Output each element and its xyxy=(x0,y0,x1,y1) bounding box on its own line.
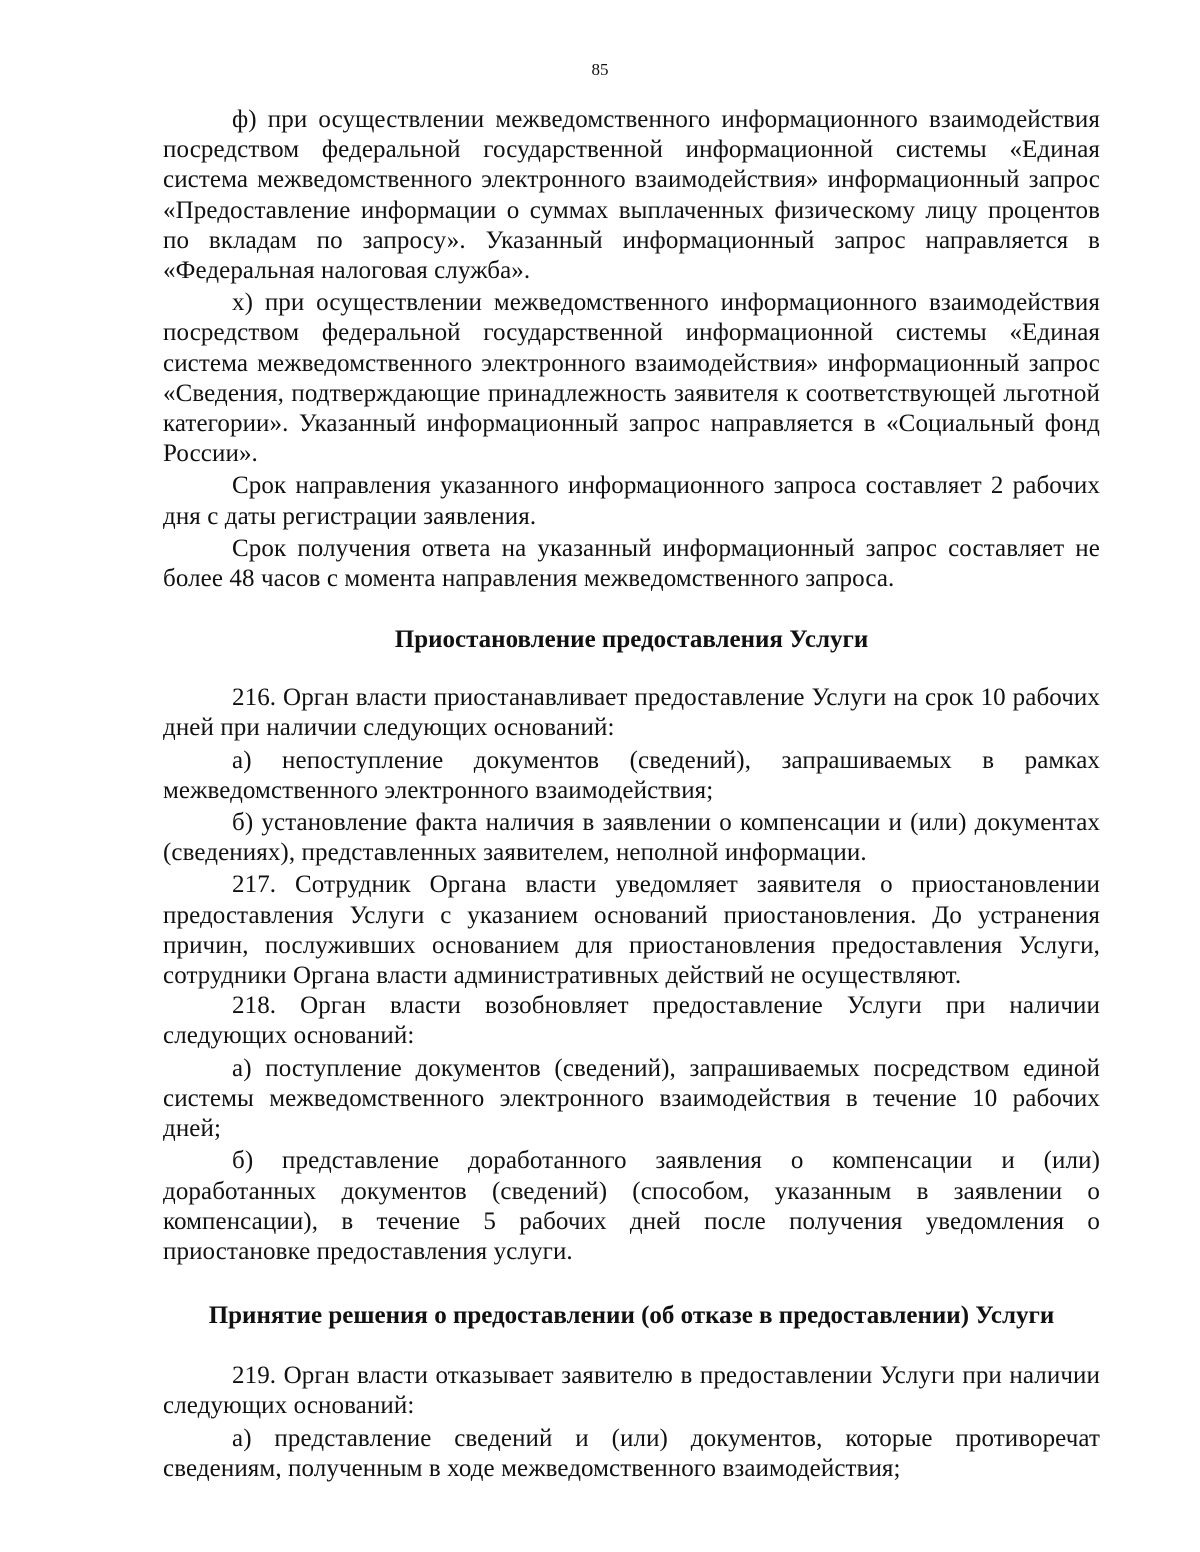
page-number: 85 xyxy=(591,60,609,79)
section-heading-decision: Принятие решения о предоставлении (об отказе в предоставлении) Услуги xyxy=(208,1302,1055,1330)
paragraph-216-a: а) непоступление документов (сведений), запрашиваемых в рамках межведомственного электронного взаимодействия; xyxy=(163,746,1100,804)
paragraph-219-a: а) представление сведений и (или) документов, которые противоречат сведениям, полученным в ходе межведомственного взаимодействия; xyxy=(163,1424,1100,1482)
paragraph-f: ф) при осуществлении межведомственного информационного взаимодействия посредством федеральной государственной информационной системы «Единая система межведомственного электронного взаимодействия» информационный запрос «Предоставление информации о суммах выплаченных физическому лицу процентов по вкладам по запросу». Указанный информационный запрос направляется в «Федеральная налоговая служба». xyxy=(163,106,1100,285)
section-heading-suspension: Приостановление предоставления Услуги xyxy=(394,626,869,654)
paragraph-response-deadline: Срок получения ответа на указанный информационный запрос составляет не более 48 часов с момента направления межведомственного запроса. xyxy=(163,534,1100,593)
paragraph-219: 219. Орган власти отказывает заявителю в предоставлении Услуги при наличии следующих оснований: xyxy=(163,1362,1100,1420)
paragraph-kh: х) при осуществлении межведомственного информационного взаимодействия посредством федеральной государственной информационной системы «Единая система межведомственного электронного взаимодействия» информационный запрос «Сведения, подтверждающие принадлежность заявителя к соответствующей льготной категории». Указанный информационный запрос направляется в «Социальный фонд России». xyxy=(163,289,1100,468)
paragraph-request-deadline: Срок направления указанного информационного запроса составляет 2 рабочих дня с даты регистрации заявления. xyxy=(163,472,1100,530)
paragraph-218-b: б) представление доработанного заявления о компенсации и (или) доработанных документов (сведений) (способом, указанным в заявлении о компенсации), в течение 5 рабочих дней после получения уведомления о приостановке предоставления услуги. xyxy=(163,1147,1100,1265)
paragraph-216: 216. Орган власти приостанавливает предоставление Услуги на срок 10 рабочих дней при наличии следующих оснований: xyxy=(163,684,1100,742)
paragraph-218-a: а) поступление документов (сведений), запрашиваемых посредством единой системы межведомственного электронного взаимодействия в течение 10 рабочих дней; xyxy=(163,1054,1100,1143)
paragraph-216-b: б) установление факта наличия в заявлении о компенсации и (или) документах (сведениях), представленных заявителем, неполной информации. xyxy=(163,809,1100,867)
paragraph-218: 218. Орган власти возобновляет предоставление Услуги при наличии следующих оснований: xyxy=(163,992,1100,1050)
paragraph-217: 217. Сотрудник Органа власти уведомляет заявителя о приостановлении предоставления Услуги с указанием оснований приостановления. До устранения причин, послуживших основанием для приостановления предоставления Услуги, сотрудники Органа власти административных действий не осуществляют. xyxy=(163,871,1100,990)
document-body xyxy=(163,105,1100,1484)
